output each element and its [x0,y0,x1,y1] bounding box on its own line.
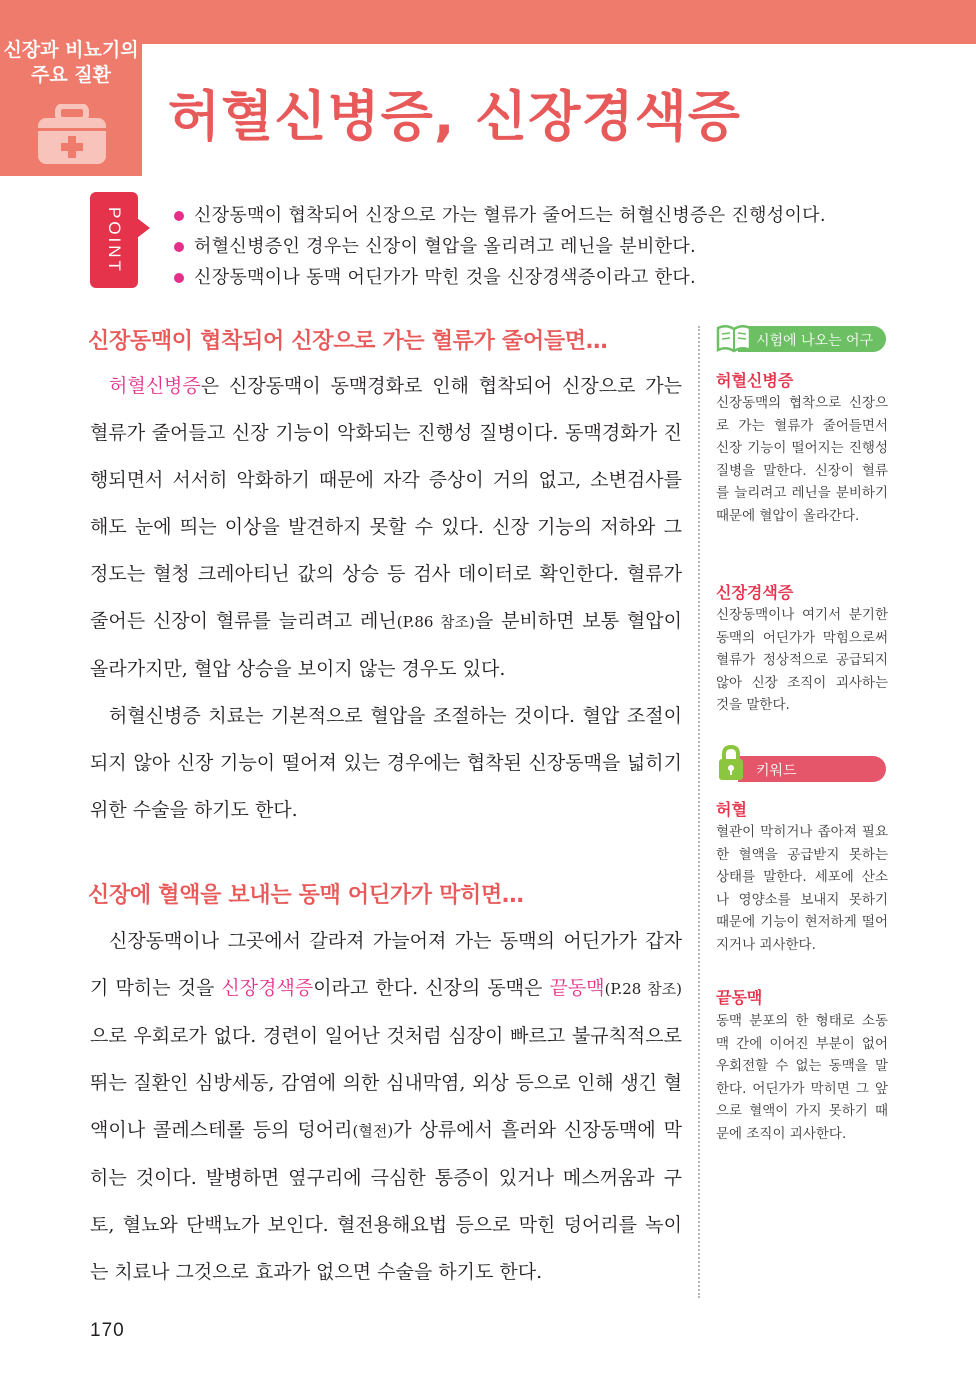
book-icon [716,322,752,354]
section-heading-1: 신장동맥이 협착되어 신장으로 가는 혈류가 줄어들면… [88,329,608,354]
chapter-label: 신장과 비뇨기의 주요 질환 [3,39,139,86]
first-aid-kit-icon [36,104,108,166]
page-title: 허혈신병증, 신장경색증 [168,85,741,148]
keyword-term: 끝동맥 [716,988,763,1007]
point-item: 허혈신병증인 경우는 신장이 혈압을 올리려고 레닌을 분비한다. [174,231,826,262]
section-1-body [90,363,682,834]
term-highlight: 끝동맥 [549,977,605,999]
page-number: 170 [90,1320,125,1341]
glossary-definition: 신장동맥의 협착으로 신장으로 가는 혈류가 줄어들면서 신장 기능이 떨어지는 진행성 질병을 말한다. 신장이 혈류를 늘리려고 레닌을 분비하기 때문에 혈압이 올라간다. [716,395,888,524]
keyword-definition: 혈관이 막히거나 좁아져 필요한 혈액을 공급받지 못하는 상태를 말한다. 세포에 산소나 영양소를 보내지 못하기 때문에 기능이 현저하게 떨어지거나 괴사한다. [716,824,888,953]
reference: (P.86 참조) [396,613,475,631]
reference: (혈전) [352,1122,394,1140]
column-divider [698,326,700,1298]
section-2-body [90,918,682,1296]
point-list [174,200,826,293]
reference: (P.28 참조) [604,980,682,998]
text: 은 신장동맥이 동맥경화로 인해 협착되어 신장으로 가는 혈류가 줄어들고 신장 기능이 악화되는 진행성 질병이다. 동맥경화가 진행되면서 서서히 악화하기 때문에 자각 증상이 거의 없고, 소변검사를 해도 눈에 띄는 이상을 발견하지 못할 수 있다. 신장 기능의 저하와 그 정도는 혈청 크레아티닌 값의 상승 등 검사 데이터로 확인한다. 혈류가 줄어든 신장이 혈류를 늘리려고 레닌 [90,375,682,632]
text: 가 상류에서 흘러와 신장동맥에 막히는 것이다. 발병하면 옆구리에 극심한 통증이 있거나 메스꺼움과 구토, 혈뇨와 단백뇨가 보인다. 혈전용해요법 등으로 막힌 덩어리를 녹이는 치료나 그것으로 효과가 없으면 수술을 하기도 한다. [90,1119,682,1283]
paragraph: 허혈신병증 치료는 기본적으로 혈압을 조절하는 것이다. 혈압 조절이 되지 않아 신장 기능이 떨어져 있는 경우에는 협착된 신장동맥을 넓히기 위한 수술을 하기도 한다. [90,705,682,821]
glossary-term: 허혈신병증 [716,371,794,390]
text: 신장동맥이나 그곳에서 갈라져 가늘어져 가는 동맥의 어딘가가 갑자기 막히는 것을 [90,930,682,999]
term-highlight: 허혈신병증 [109,375,201,397]
header-curve [142,30,976,44]
section-heading-2: 신장에 혈액을 보내는 동맥 어딘가가 막히면… [88,883,524,908]
padlock-icon [716,744,746,782]
text: 을 분비하면 보통 혈압이 올라가지만, 혈압 상승을 보이지 않는 경우도 있다. [90,610,682,680]
point-tag [90,192,138,288]
glossary-term: 신장경색증 [716,583,794,602]
glossary-definition: 신장동맥이나 여기서 분기한 동맥의 어딘가가 막힘으로써 혈류가 정상적으로 공급되지 않아 신장 조직이 괴사하는 것을 말한다. [716,607,888,713]
keyword-tab [716,752,886,782]
paragraph [90,363,682,693]
keyword-term: 허혈 [716,800,747,819]
point-tag-label: POINT [105,206,124,274]
term-highlight: 신장경색증 [221,977,314,999]
text: 이라고 한다. 신장의 동맥은 [313,977,550,999]
glossary-tab-label: 시험에 나오는 어구 [756,333,874,349]
point-item: 신장동맥이 협착되어 신장으로 가는 혈류가 줄어드는 허혈신병증은 진행성이다. [174,200,826,231]
paragraph [90,918,682,1296]
glossary-tab [716,322,886,352]
keyword-tab-label: 키워드 [756,763,797,779]
text: 으로 우회로가 없다. 경련이 일어난 것처럼 심장이 빠르고 불규칙적으로 뛰는 질환인 심방세동, 감염에 의한 심내막염, 외상 등으로 인해 생긴 혈액이나 콜레스테롤 등의 덩어리 [90,1025,682,1141]
point-item: 신장동맥이나 동맥 어딘가가 막힌 것을 신장경색증이라고 한다. [174,262,826,293]
keyword-definition: 동맥 분포의 한 형태로 소동맥 간에 이어진 부분이 없어 우회전할 수 없는 동맥을 말한다. 어딘가가 막히면 그 앞으로 혈액이 가지 못하기 때문에 조직이 괴사한다. [716,1013,888,1142]
